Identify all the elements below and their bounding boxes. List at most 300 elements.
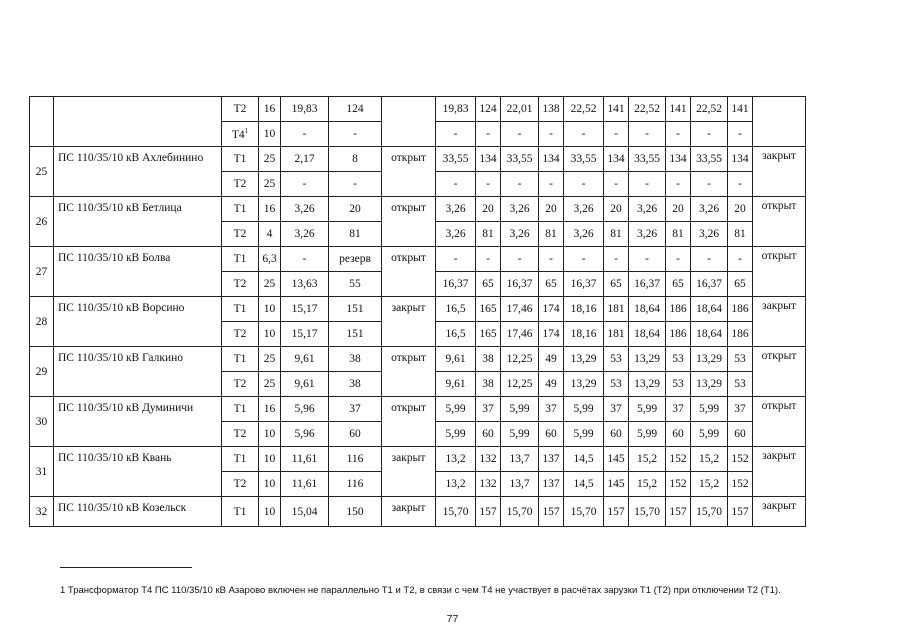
table-row (30, 147, 806, 172)
forecast-load: 13,7 (501, 472, 539, 497)
forecast-percent: 134 (666, 147, 691, 172)
forecast-load: 18,64 (691, 297, 728, 322)
transformer-id: T4 (231, 128, 245, 141)
forecast-percent: 20 (604, 197, 629, 222)
forecast-load: - (629, 122, 666, 147)
current-load: 2,17 (281, 147, 329, 172)
forecast-load: 3,26 (564, 197, 604, 222)
row-number (30, 97, 54, 147)
forecast-percent: 165 (476, 322, 501, 347)
transformer-label (222, 372, 259, 397)
rated-power: 10 (259, 447, 281, 472)
forecast-percent: - (539, 172, 564, 197)
final-switch-state: закрыт (753, 147, 806, 197)
forecast-percent: 37 (604, 397, 629, 422)
forecast-percent: 20 (666, 197, 691, 222)
forecast-percent: - (476, 247, 501, 272)
forecast-percent: 49 (539, 347, 564, 372)
forecast-load: 15,2 (629, 472, 666, 497)
forecast-load: 13,29 (629, 347, 666, 372)
footnote-separator (60, 567, 192, 568)
current-load: 3,26 (281, 222, 329, 247)
forecast-percent: 124 (476, 97, 501, 122)
switch-state: открыт (382, 247, 436, 297)
transformer-label (222, 497, 259, 527)
forecast-load: - (564, 122, 604, 147)
load-percent: 151 (329, 297, 382, 322)
forecast-load: 3,26 (629, 197, 666, 222)
forecast-load: - (501, 172, 539, 197)
forecast-load: 33,55 (436, 147, 476, 172)
forecast-load: - (436, 172, 476, 197)
forecast-percent: 37 (539, 397, 564, 422)
final-switch-state: закрыт (753, 497, 806, 527)
current-load: - (281, 172, 329, 197)
forecast-load: 13,29 (691, 347, 728, 372)
forecast-load: - (436, 122, 476, 147)
table-row (30, 447, 806, 472)
forecast-load: 13,29 (564, 372, 604, 397)
forecast-percent: 37 (666, 397, 691, 422)
forecast-percent: 134 (728, 147, 753, 172)
load-percent: 124 (329, 97, 382, 122)
load-percent: 151 (329, 322, 382, 347)
switch-state: открыт (382, 347, 436, 397)
load-percent: 81 (329, 222, 382, 247)
current-load: 13,63 (281, 272, 329, 297)
forecast-percent: 81 (728, 222, 753, 247)
forecast-load: 3,26 (691, 222, 728, 247)
forecast-percent: 186 (728, 297, 753, 322)
forecast-percent: 157 (539, 497, 564, 527)
current-load: 11,61 (281, 447, 329, 472)
transformer-id: T2 (233, 103, 247, 115)
substation-name: ПС 110/35/10 кВ Бетлица (54, 197, 222, 247)
forecast-load: 9,61 (436, 347, 476, 372)
forecast-percent: 49 (539, 372, 564, 397)
substation-name: ПС 110/35/10 кВ Козельск (54, 497, 222, 527)
forecast-percent: 186 (728, 322, 753, 347)
forecast-percent: 20 (476, 197, 501, 222)
transformer-id: T2 (233, 228, 247, 240)
forecast-load: 3,26 (436, 222, 476, 247)
current-load: 9,61 (281, 347, 329, 372)
forecast-load: 15,2 (691, 447, 728, 472)
forecast-load: - (501, 247, 539, 272)
table-row (30, 297, 806, 322)
rated-power: 10 (259, 122, 281, 147)
forecast-load: 9,61 (436, 372, 476, 397)
load-percent: 116 (329, 447, 382, 472)
current-load: 11,61 (281, 472, 329, 497)
rated-power: 25 (259, 272, 281, 297)
forecast-percent: - (604, 172, 629, 197)
forecast-percent: 157 (728, 497, 753, 527)
forecast-percent: - (666, 122, 691, 147)
forecast-percent: 152 (728, 447, 753, 472)
table-row (30, 247, 806, 272)
forecast-percent: 141 (666, 97, 691, 122)
load-percent: 20 (329, 197, 382, 222)
forecast-load: 15,70 (436, 497, 476, 527)
switch-state: открыт (382, 397, 436, 447)
rated-power: 6,3 (259, 247, 281, 272)
final-switch-state (753, 97, 806, 147)
forecast-load: 16,37 (691, 272, 728, 297)
row-number: 25 (30, 147, 54, 197)
transformer-label (222, 122, 259, 147)
forecast-percent: 60 (539, 422, 564, 447)
transformer-id: T1 (233, 303, 247, 315)
forecast-percent: - (476, 122, 501, 147)
page-number: 77 (446, 613, 459, 625)
forecast-load: 19,83 (436, 97, 476, 122)
forecast-percent: 134 (476, 147, 501, 172)
transformer-label (222, 422, 259, 447)
forecast-percent: - (728, 247, 753, 272)
transformer-label (222, 247, 259, 272)
forecast-load: 33,55 (629, 147, 666, 172)
forecast-load: - (629, 247, 666, 272)
forecast-percent: 37 (476, 397, 501, 422)
forecast-percent: 38 (476, 372, 501, 397)
forecast-load: 5,99 (436, 397, 476, 422)
forecast-load: 15,2 (629, 447, 666, 472)
transformer-id: T1 (233, 453, 247, 465)
forecast-percent: 145 (604, 472, 629, 497)
load-percent: 37 (329, 397, 382, 422)
switch-state: открыт (382, 197, 436, 247)
forecast-load: - (564, 247, 604, 272)
forecast-load: 18,64 (629, 297, 666, 322)
forecast-load: 16,5 (436, 322, 476, 347)
forecast-load: 15,70 (564, 497, 604, 527)
current-load: 5,96 (281, 397, 329, 422)
load-percent: - (329, 122, 382, 147)
transformer-id: T2 (233, 478, 247, 490)
forecast-load: 16,5 (436, 297, 476, 322)
transformer-id: T2 (233, 428, 247, 440)
forecast-percent: - (604, 122, 629, 147)
final-switch-state: открыт (753, 347, 806, 397)
forecast-load: 5,99 (436, 422, 476, 447)
switch-state: закрыт (382, 447, 436, 497)
switch-state: закрыт (382, 297, 436, 347)
forecast-percent: 181 (604, 322, 629, 347)
table-body (30, 97, 806, 527)
forecast-percent: 65 (666, 272, 691, 297)
transformer-id: T2 (233, 178, 247, 190)
final-switch-state: открыт (753, 197, 806, 247)
forecast-load: - (691, 122, 728, 147)
rated-power: 25 (259, 172, 281, 197)
substation-load-table (29, 96, 806, 527)
transformer-label (222, 197, 259, 222)
forecast-percent: 134 (604, 147, 629, 172)
load-percent: 60 (329, 422, 382, 447)
forecast-percent: 186 (666, 322, 691, 347)
substation-name: ПС 110/35/10 кВ Ахлебинино (54, 147, 222, 197)
current-load: 15,17 (281, 297, 329, 322)
load-percent: 116 (329, 472, 382, 497)
current-load: 19,83 (281, 97, 329, 122)
switch-state: закрыт (382, 497, 436, 527)
transformer-label (222, 222, 259, 247)
forecast-percent: - (539, 122, 564, 147)
forecast-load: 15,70 (501, 497, 539, 527)
forecast-load: 14,5 (564, 447, 604, 472)
forecast-load: 13,29 (564, 347, 604, 372)
forecast-load: 3,26 (691, 197, 728, 222)
current-load: 9,61 (281, 372, 329, 397)
rated-power: 25 (259, 372, 281, 397)
forecast-load: 3,26 (564, 222, 604, 247)
forecast-percent: 157 (476, 497, 501, 527)
forecast-load: - (691, 172, 728, 197)
forecast-load: - (501, 122, 539, 147)
rated-power: 16 (259, 97, 281, 122)
forecast-percent: - (666, 247, 691, 272)
forecast-percent: 152 (728, 472, 753, 497)
forecast-load: 13,2 (436, 472, 476, 497)
final-switch-state: закрыт (753, 297, 806, 347)
forecast-load: 18,64 (629, 322, 666, 347)
switch-state (382, 97, 436, 147)
forecast-percent: 53 (728, 372, 753, 397)
forecast-load: 17,46 (501, 297, 539, 322)
current-load: - (281, 247, 329, 272)
transformer-label (222, 322, 259, 347)
forecast-load: 5,99 (564, 422, 604, 447)
load-percent: 8 (329, 147, 382, 172)
forecast-percent: 20 (539, 197, 564, 222)
substation-name: ПС 110/35/10 кВ Болва (54, 247, 222, 297)
forecast-percent: 60 (604, 422, 629, 447)
forecast-load: 15,2 (691, 472, 728, 497)
forecast-percent: 53 (666, 372, 691, 397)
table-row (30, 347, 806, 372)
forecast-load: 13,7 (501, 447, 539, 472)
forecast-percent: 81 (476, 222, 501, 247)
forecast-percent: 60 (476, 422, 501, 447)
forecast-percent: 65 (728, 272, 753, 297)
forecast-percent: 53 (666, 347, 691, 372)
table-row (30, 197, 806, 222)
forecast-percent: 174 (539, 322, 564, 347)
forecast-load: 33,55 (691, 147, 728, 172)
forecast-percent: 152 (666, 472, 691, 497)
forecast-load: 5,99 (629, 422, 666, 447)
forecast-percent: - (728, 122, 753, 147)
forecast-percent: 137 (539, 472, 564, 497)
transformer-id: T2 (233, 278, 247, 290)
forecast-load: 16,37 (629, 272, 666, 297)
forecast-percent: - (604, 247, 629, 272)
rated-power: 10 (259, 422, 281, 447)
final-switch-state: открыт (753, 247, 806, 297)
forecast-load: 5,99 (629, 397, 666, 422)
forecast-percent: 157 (604, 497, 629, 527)
forecast-percent: 65 (539, 272, 564, 297)
footnote-text: 1 Трансформатор Т4 ПС 110/35/10 кВ Азарово включен не параллельно Т1 и Т2, в связи с чем Т4 не участвует в расчётах зарузки Т1 (Т2) при отключении Т2 (Т1). (60, 585, 781, 596)
forecast-percent: - (476, 172, 501, 197)
transformer-label (222, 147, 259, 172)
forecast-percent: 60 (728, 422, 753, 447)
forecast-percent: 145 (604, 447, 629, 472)
forecast-load: - (691, 247, 728, 272)
forecast-load: 5,99 (691, 397, 728, 422)
row-number: 29 (30, 347, 54, 397)
forecast-load: 17,46 (501, 322, 539, 347)
forecast-percent: 132 (476, 447, 501, 472)
row-number: 30 (30, 397, 54, 447)
forecast-percent: 186 (666, 297, 691, 322)
transformer-id: T1 (233, 253, 247, 265)
forecast-load: 5,99 (501, 397, 539, 422)
forecast-load: 12,25 (501, 372, 539, 397)
forecast-percent: 141 (604, 97, 629, 122)
forecast-load: 18,16 (564, 322, 604, 347)
rated-power: 25 (259, 347, 281, 372)
transformer-id: T1 (233, 505, 247, 518)
transformer-id: T1 (233, 403, 247, 415)
table-row (30, 97, 806, 122)
forecast-load: 3,26 (436, 197, 476, 222)
table-row (30, 497, 806, 527)
forecast-percent: 138 (539, 97, 564, 122)
forecast-load: 33,55 (501, 147, 539, 172)
forecast-load: 22,52 (564, 97, 604, 122)
forecast-load: 15,70 (629, 497, 666, 527)
footnote-ref: 1 (244, 127, 249, 136)
transformer-label (222, 347, 259, 372)
rated-power: 16 (259, 397, 281, 422)
forecast-percent: 53 (604, 372, 629, 397)
load-percent: - (329, 172, 382, 197)
forecast-load: 5,99 (691, 422, 728, 447)
forecast-load: 33,55 (564, 147, 604, 172)
transformer-label (222, 397, 259, 422)
substation-name: ПС 110/35/10 кВ Думиничи (54, 397, 222, 447)
current-load: 15,04 (281, 497, 329, 527)
forecast-percent: 81 (666, 222, 691, 247)
forecast-percent: 65 (604, 272, 629, 297)
forecast-percent: 132 (476, 472, 501, 497)
forecast-percent: 81 (604, 222, 629, 247)
forecast-load: 16,37 (436, 272, 476, 297)
forecast-load: 12,25 (501, 347, 539, 372)
transformer-id: T2 (233, 378, 247, 390)
transformer-id: T1 (233, 353, 247, 365)
transformer-id: T1 (233, 203, 247, 215)
forecast-percent: 165 (476, 297, 501, 322)
rated-power: 10 (259, 497, 281, 527)
load-percent: резерв (329, 247, 382, 272)
forecast-load: 3,26 (501, 222, 539, 247)
row-number: 32 (30, 497, 54, 527)
forecast-percent: 137 (539, 447, 564, 472)
forecast-percent: 152 (666, 447, 691, 472)
transformer-label (222, 447, 259, 472)
forecast-percent: 157 (666, 497, 691, 527)
rated-power: 4 (259, 222, 281, 247)
substation-name: ПС 110/35/10 кВ Ворсино (54, 297, 222, 347)
forecast-load: 13,2 (436, 447, 476, 472)
forecast-percent: 65 (476, 272, 501, 297)
transformer-label (222, 297, 259, 322)
current-load: 3,26 (281, 197, 329, 222)
forecast-load: 16,37 (501, 272, 539, 297)
forecast-load: 5,99 (564, 397, 604, 422)
forecast-load: - (629, 172, 666, 197)
rated-power: 25 (259, 147, 281, 172)
substation-name: ПС 110/35/10 кВ Квань (54, 447, 222, 497)
forecast-load: 13,29 (691, 372, 728, 397)
final-switch-state: открыт (753, 397, 806, 447)
forecast-load: 5,99 (501, 422, 539, 447)
forecast-load: 22,52 (691, 97, 728, 122)
row-number: 28 (30, 297, 54, 347)
current-load: 15,17 (281, 322, 329, 347)
transformer-label (222, 472, 259, 497)
forecast-load: - (564, 172, 604, 197)
forecast-load: 18,64 (691, 322, 728, 347)
load-percent: 38 (329, 372, 382, 397)
forecast-load: 3,26 (501, 197, 539, 222)
transformer-label (222, 272, 259, 297)
forecast-percent: 60 (666, 422, 691, 447)
forecast-percent: 20 (728, 197, 753, 222)
forecast-load: 15,70 (691, 497, 728, 527)
forecast-load: 14,5 (564, 472, 604, 497)
forecast-load: 22,01 (501, 97, 539, 122)
forecast-load: 18,16 (564, 297, 604, 322)
forecast-load: 16,37 (564, 272, 604, 297)
current-load: 5,96 (281, 422, 329, 447)
load-percent: 38 (329, 347, 382, 372)
forecast-percent: 37 (728, 397, 753, 422)
forecast-load: 3,26 (629, 222, 666, 247)
forecast-percent: 53 (604, 347, 629, 372)
current-load: - (281, 122, 329, 147)
substation-name (54, 97, 222, 147)
load-percent: 150 (329, 497, 382, 527)
rated-power: 16 (259, 197, 281, 222)
forecast-load: 22,52 (629, 97, 666, 122)
forecast-load: - (436, 247, 476, 272)
substation-name: ПС 110/35/10 кВ Галкино (54, 347, 222, 397)
rated-power: 10 (259, 297, 281, 322)
forecast-percent: 81 (539, 222, 564, 247)
transformer-label (222, 97, 259, 122)
final-switch-state: закрыт (753, 447, 806, 497)
forecast-percent: 181 (604, 297, 629, 322)
transformer-id: T2 (233, 328, 247, 340)
row-number: 27 (30, 247, 54, 297)
row-number: 26 (30, 197, 54, 247)
forecast-percent: 174 (539, 297, 564, 322)
forecast-percent: - (728, 172, 753, 197)
transformer-label (222, 172, 259, 197)
forecast-percent: 141 (728, 97, 753, 122)
transformer-id: T1 (233, 153, 247, 165)
switch-state: открыт (382, 147, 436, 197)
forecast-percent: 134 (539, 147, 564, 172)
load-percent: 55 (329, 272, 382, 297)
forecast-percent: 38 (476, 347, 501, 372)
rated-power: 10 (259, 322, 281, 347)
forecast-load: 13,29 (629, 372, 666, 397)
